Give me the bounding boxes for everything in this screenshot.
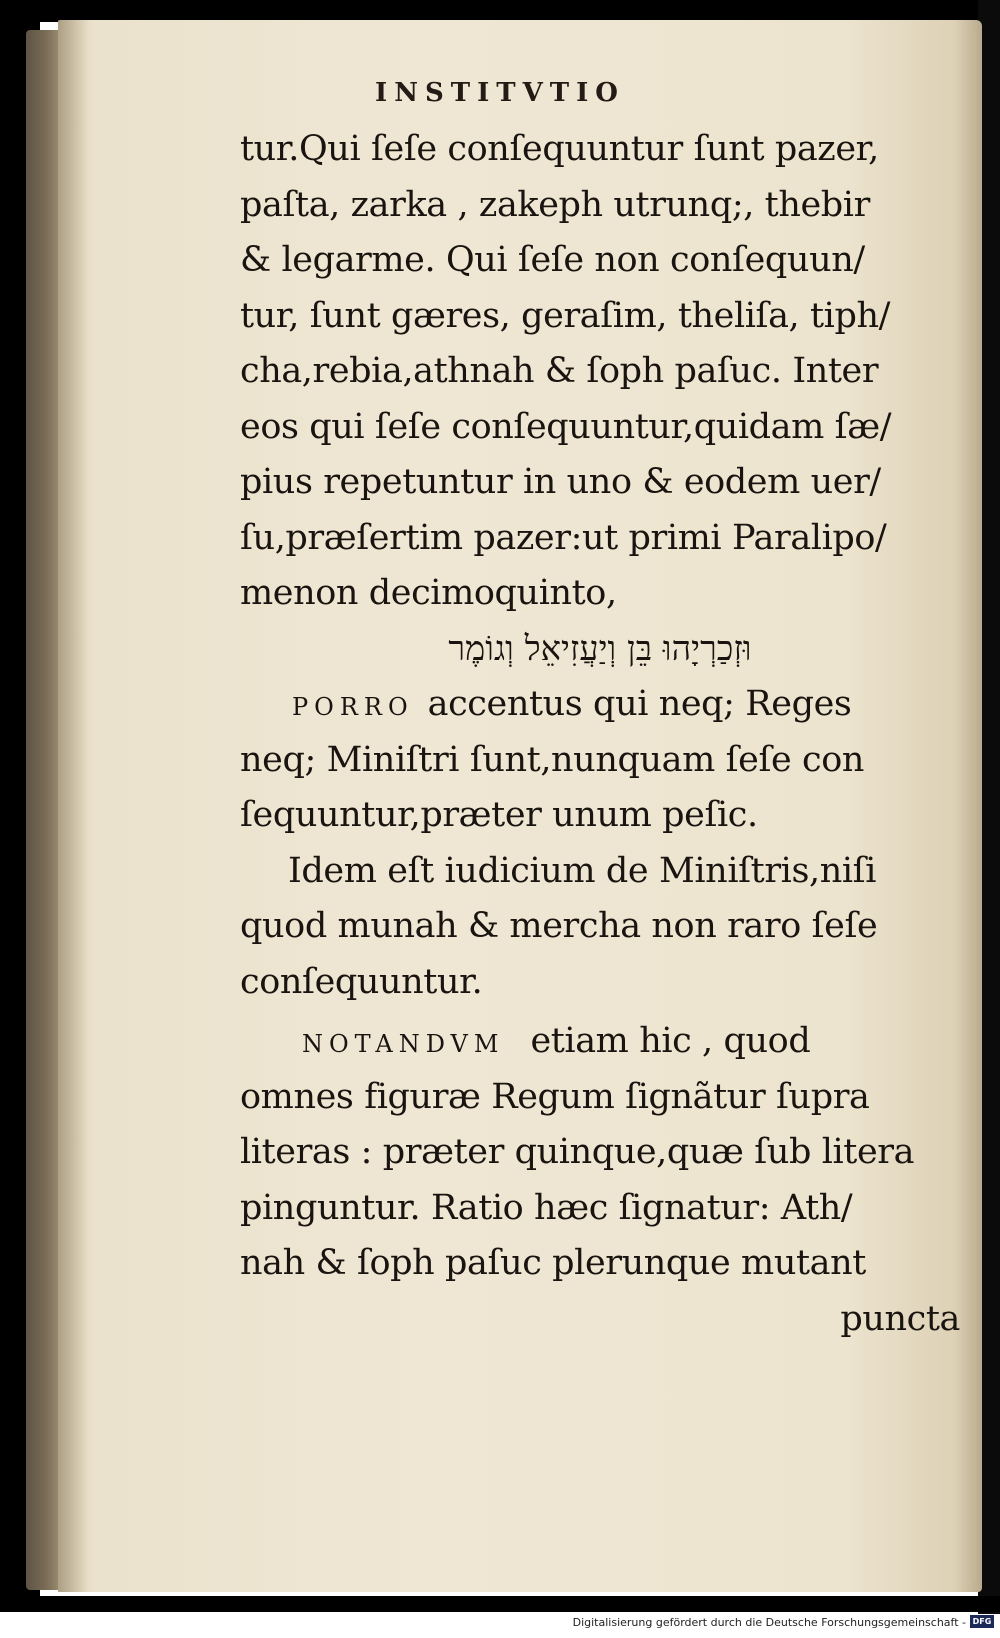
dfg-logo: DFG [970, 1615, 994, 1628]
paragraph-notandum-first-line [240, 1014, 960, 1070]
page-right-edge [973, 30, 976, 1580]
text-line: tur.Qui ſeſe conſequuntur ſunt pazer, [240, 129, 879, 169]
paragraph-lead-word: PORRO [292, 693, 414, 721]
text-line: tur, ſunt gæres, geraſim, theliſa, tiph/ [240, 295, 891, 336]
catchword: puncta [840, 1298, 960, 1339]
scan-border-top [0, 0, 1000, 22]
gutter-shadow [58, 20, 88, 1592]
scan-border-bottom [0, 1596, 1000, 1612]
text-line: pinguntur. Ratio hæc ſignatur: Ath/ [240, 1187, 853, 1228]
text-block [240, 122, 960, 1347]
paragraph-idem-first-line: Idem eſt iudicium de Miniſtris,niſi [288, 850, 877, 891]
text-line: eos qui ſeſe conſequuntur,quidam ſæ/ [240, 406, 892, 447]
text-line: neq; Miniſtri ſunt,nunquam ſeſe con [240, 739, 865, 780]
text-line: quod munah & mercha non raro ſeſe [240, 906, 878, 946]
text-line: conſequuntur. [240, 961, 483, 1002]
text-line: menon decimoquinto, [240, 573, 617, 613]
text-line: ſequuntur,præter unum peſic. [240, 795, 758, 835]
text-line: & legarme. Qui ſeſe non conſequun/ [240, 240, 865, 280]
text-line: cha,rebia,athnah & ſoph paſuc. Inter [240, 351, 879, 391]
text-line: pius repetuntur in uno & eodem uer/ [240, 462, 881, 502]
hebrew-quotation: וּזְכַרְיָהוּ בֵּן וְיַעֲזִיאֵל וְגוֹמֶר [448, 628, 752, 669]
text-line: ſu,præſertim pazer:ut primi Paralipo/ [240, 517, 887, 558]
running-head: INSTITVTIO [375, 78, 625, 108]
text-line-fragment: accentus qui neq; Reges [427, 684, 852, 724]
text-line: literas : præter quinque,quæ ſub litera [240, 1132, 915, 1172]
text-line-fragment: etiam hic , quod [530, 1021, 811, 1061]
paragraph-porro-first-line [240, 677, 960, 733]
paragraph-lead-word: NOTANDVM [302, 1030, 505, 1058]
text-line: paſta, zarka , zakeph utrunq;, thebir [240, 184, 870, 225]
digitization-credit: Digitalisierung gefördert durch die Deutsche Forschungsgemeinschaft - [572, 1616, 966, 1629]
text-line: omnes figuræ Regum ſignãtur ſupra [240, 1076, 870, 1117]
text-line: nah & ſoph paſuc plerunque mutant [240, 1243, 866, 1283]
